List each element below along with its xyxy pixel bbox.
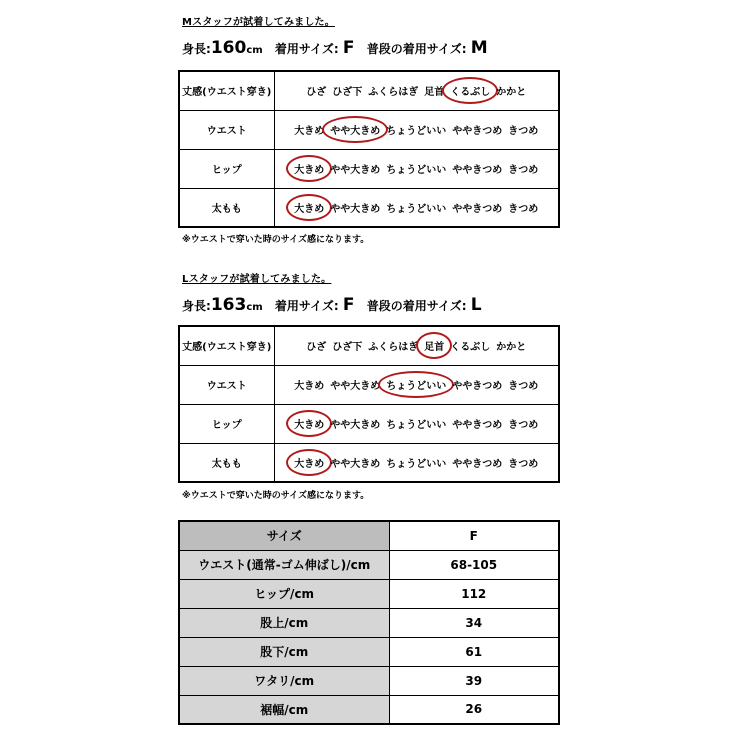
size-measure-label: ウエスト(通常-ゴム伸ばし)/cm [179, 550, 389, 579]
fit-option: ややきつめ [452, 165, 503, 176]
m-wear-size-value: F [342, 38, 355, 58]
fit-option: ややきつめ [452, 126, 503, 137]
size-measure-value: 68-105 [389, 550, 559, 579]
l-staff-specs [182, 295, 482, 315]
fit-options [274, 443, 559, 482]
fit-option: やや大きめ [330, 203, 381, 215]
size-header-value: F [389, 521, 559, 550]
size-table-row [179, 608, 559, 637]
fit-row-label: 丈感(ウエスト穿き) [179, 326, 274, 365]
size-measure-value: 34 [389, 608, 559, 637]
fit-row-label: 太もも [179, 188, 274, 227]
size-table-row [179, 550, 559, 579]
fit-option: ややきつめ [452, 458, 503, 470]
fit-option: きつめ [508, 381, 539, 392]
fit-option-selected: 大きめ [293, 161, 325, 176]
fit-option: 大きめ [294, 381, 325, 392]
fit-row-label: 太もも [179, 443, 274, 482]
fit-option: ややきつめ [452, 420, 503, 431]
m-fit-note: ※ウエストで穿いた時のサイズ感になります。 [182, 235, 370, 245]
l-height-label: 身長: [182, 299, 211, 313]
fit-row-label: 丈感(ウエスト穿き) [179, 71, 274, 110]
fit-option: ちょうどいい [386, 126, 447, 137]
l-usual-size-label: 普段の着用サイズ: [366, 299, 467, 313]
fit-option: ちょうどいい [386, 165, 447, 176]
fit-row-label: ウエスト [179, 110, 274, 149]
fit-row [179, 71, 559, 110]
l-fit-table [178, 325, 560, 483]
fit-option-selected: 足首 [423, 338, 445, 353]
fit-option: ややきつめ [452, 203, 503, 215]
fit-option: やや大きめ [330, 381, 381, 392]
size-measure-label: 股下/cm [179, 637, 389, 666]
fit-row [179, 365, 559, 404]
l-fit-note: ※ウエストで穿いた時のサイズ感になります。 [182, 491, 370, 501]
m-usual-size-label: 普段の着用サイズ: [366, 42, 467, 56]
size-table-header-row [179, 521, 559, 550]
size-measure-label: 股上/cm [179, 608, 389, 637]
fit-option: きつめ [508, 458, 539, 470]
fit-option: ひざ下 [332, 87, 363, 99]
fit-option: きつめ [508, 165, 539, 176]
fit-option: ふくらはぎ [368, 87, 419, 99]
l-wear-size-value: F [342, 295, 355, 315]
fit-row [179, 404, 559, 443]
fit-option: やや大きめ [330, 165, 381, 176]
fit-options [274, 404, 559, 443]
m-staff-title: Mスタッフが試着してみました。 [182, 17, 335, 28]
fit-option: ちょうどいい [386, 420, 447, 431]
fit-option: 足首 [424, 87, 445, 99]
fit-option-selected: ちょうどいい [385, 377, 447, 392]
size-table-row [179, 579, 559, 608]
m-usual-size-value: M [470, 38, 488, 58]
fit-row-label: ウエスト [179, 365, 274, 404]
size-measure-label: 裾幅/cm [179, 695, 389, 724]
fit-row [179, 443, 559, 482]
fit-options [274, 149, 559, 188]
m-height-unit: cm [246, 45, 263, 56]
size-measure-value: 112 [389, 579, 559, 608]
fit-option: ひざ [306, 342, 327, 354]
fit-option-selected: くるぶし [449, 83, 491, 98]
fit-option: きつめ [508, 420, 539, 431]
fit-option-selected: 大きめ [293, 200, 325, 215]
size-table-row [179, 666, 559, 695]
fit-row [179, 326, 559, 365]
fit-option: ひざ [306, 87, 327, 99]
fit-options [274, 188, 559, 227]
size-measure-value: 61 [389, 637, 559, 666]
fit-option: くるぶし [450, 342, 491, 354]
fit-option: やや大きめ [330, 458, 381, 470]
fit-option: やや大きめ [330, 420, 381, 431]
fit-option: かかと [496, 87, 527, 99]
m-height-value: 160 [210, 38, 247, 58]
size-table-row [179, 637, 559, 666]
size-table-row [179, 695, 559, 724]
fit-options [274, 71, 559, 110]
fit-option-selected: やや大きめ [329, 122, 381, 137]
fit-option: ややきつめ [452, 381, 503, 392]
m-staff-specs [182, 38, 488, 58]
fit-option: きつめ [508, 203, 539, 215]
size-header-label: サイズ [179, 521, 389, 550]
size-measure-label: ワタリ/cm [179, 666, 389, 695]
l-height-unit: cm [246, 302, 263, 313]
fit-options [274, 326, 559, 365]
l-wear-size-label: 着用サイズ: [274, 299, 339, 313]
l-usual-size-value: L [470, 295, 482, 315]
fit-option: ひざ下 [332, 342, 363, 354]
size-table [178, 520, 560, 725]
fit-row-label: ヒップ [179, 404, 274, 443]
fit-option: かかと [496, 342, 527, 354]
fit-option: 大きめ [294, 126, 325, 137]
fit-option-selected: 大きめ [293, 416, 325, 431]
m-height-label: 身長: [182, 42, 211, 56]
fit-row [179, 110, 559, 149]
m-fit-table [178, 70, 560, 228]
m-wear-size-label: 着用サイズ: [274, 42, 339, 56]
fit-row [179, 149, 559, 188]
size-measure-value: 26 [389, 695, 559, 724]
fit-option: きつめ [508, 126, 539, 137]
size-measure-label: ヒップ/cm [179, 579, 389, 608]
l-height-value: 163 [210, 295, 247, 315]
fit-options [274, 365, 559, 404]
fit-option-selected: 大きめ [293, 455, 325, 470]
fit-row [179, 188, 559, 227]
fit-options [274, 110, 559, 149]
fit-option: ちょうどいい [386, 458, 447, 470]
l-staff-title: Lスタッフが試着してみました。 [182, 274, 332, 285]
fit-option: ふくらはぎ [368, 342, 419, 354]
fit-row-label: ヒップ [179, 149, 274, 188]
size-measure-value: 39 [389, 666, 559, 695]
fit-option: ちょうどいい [386, 203, 447, 215]
